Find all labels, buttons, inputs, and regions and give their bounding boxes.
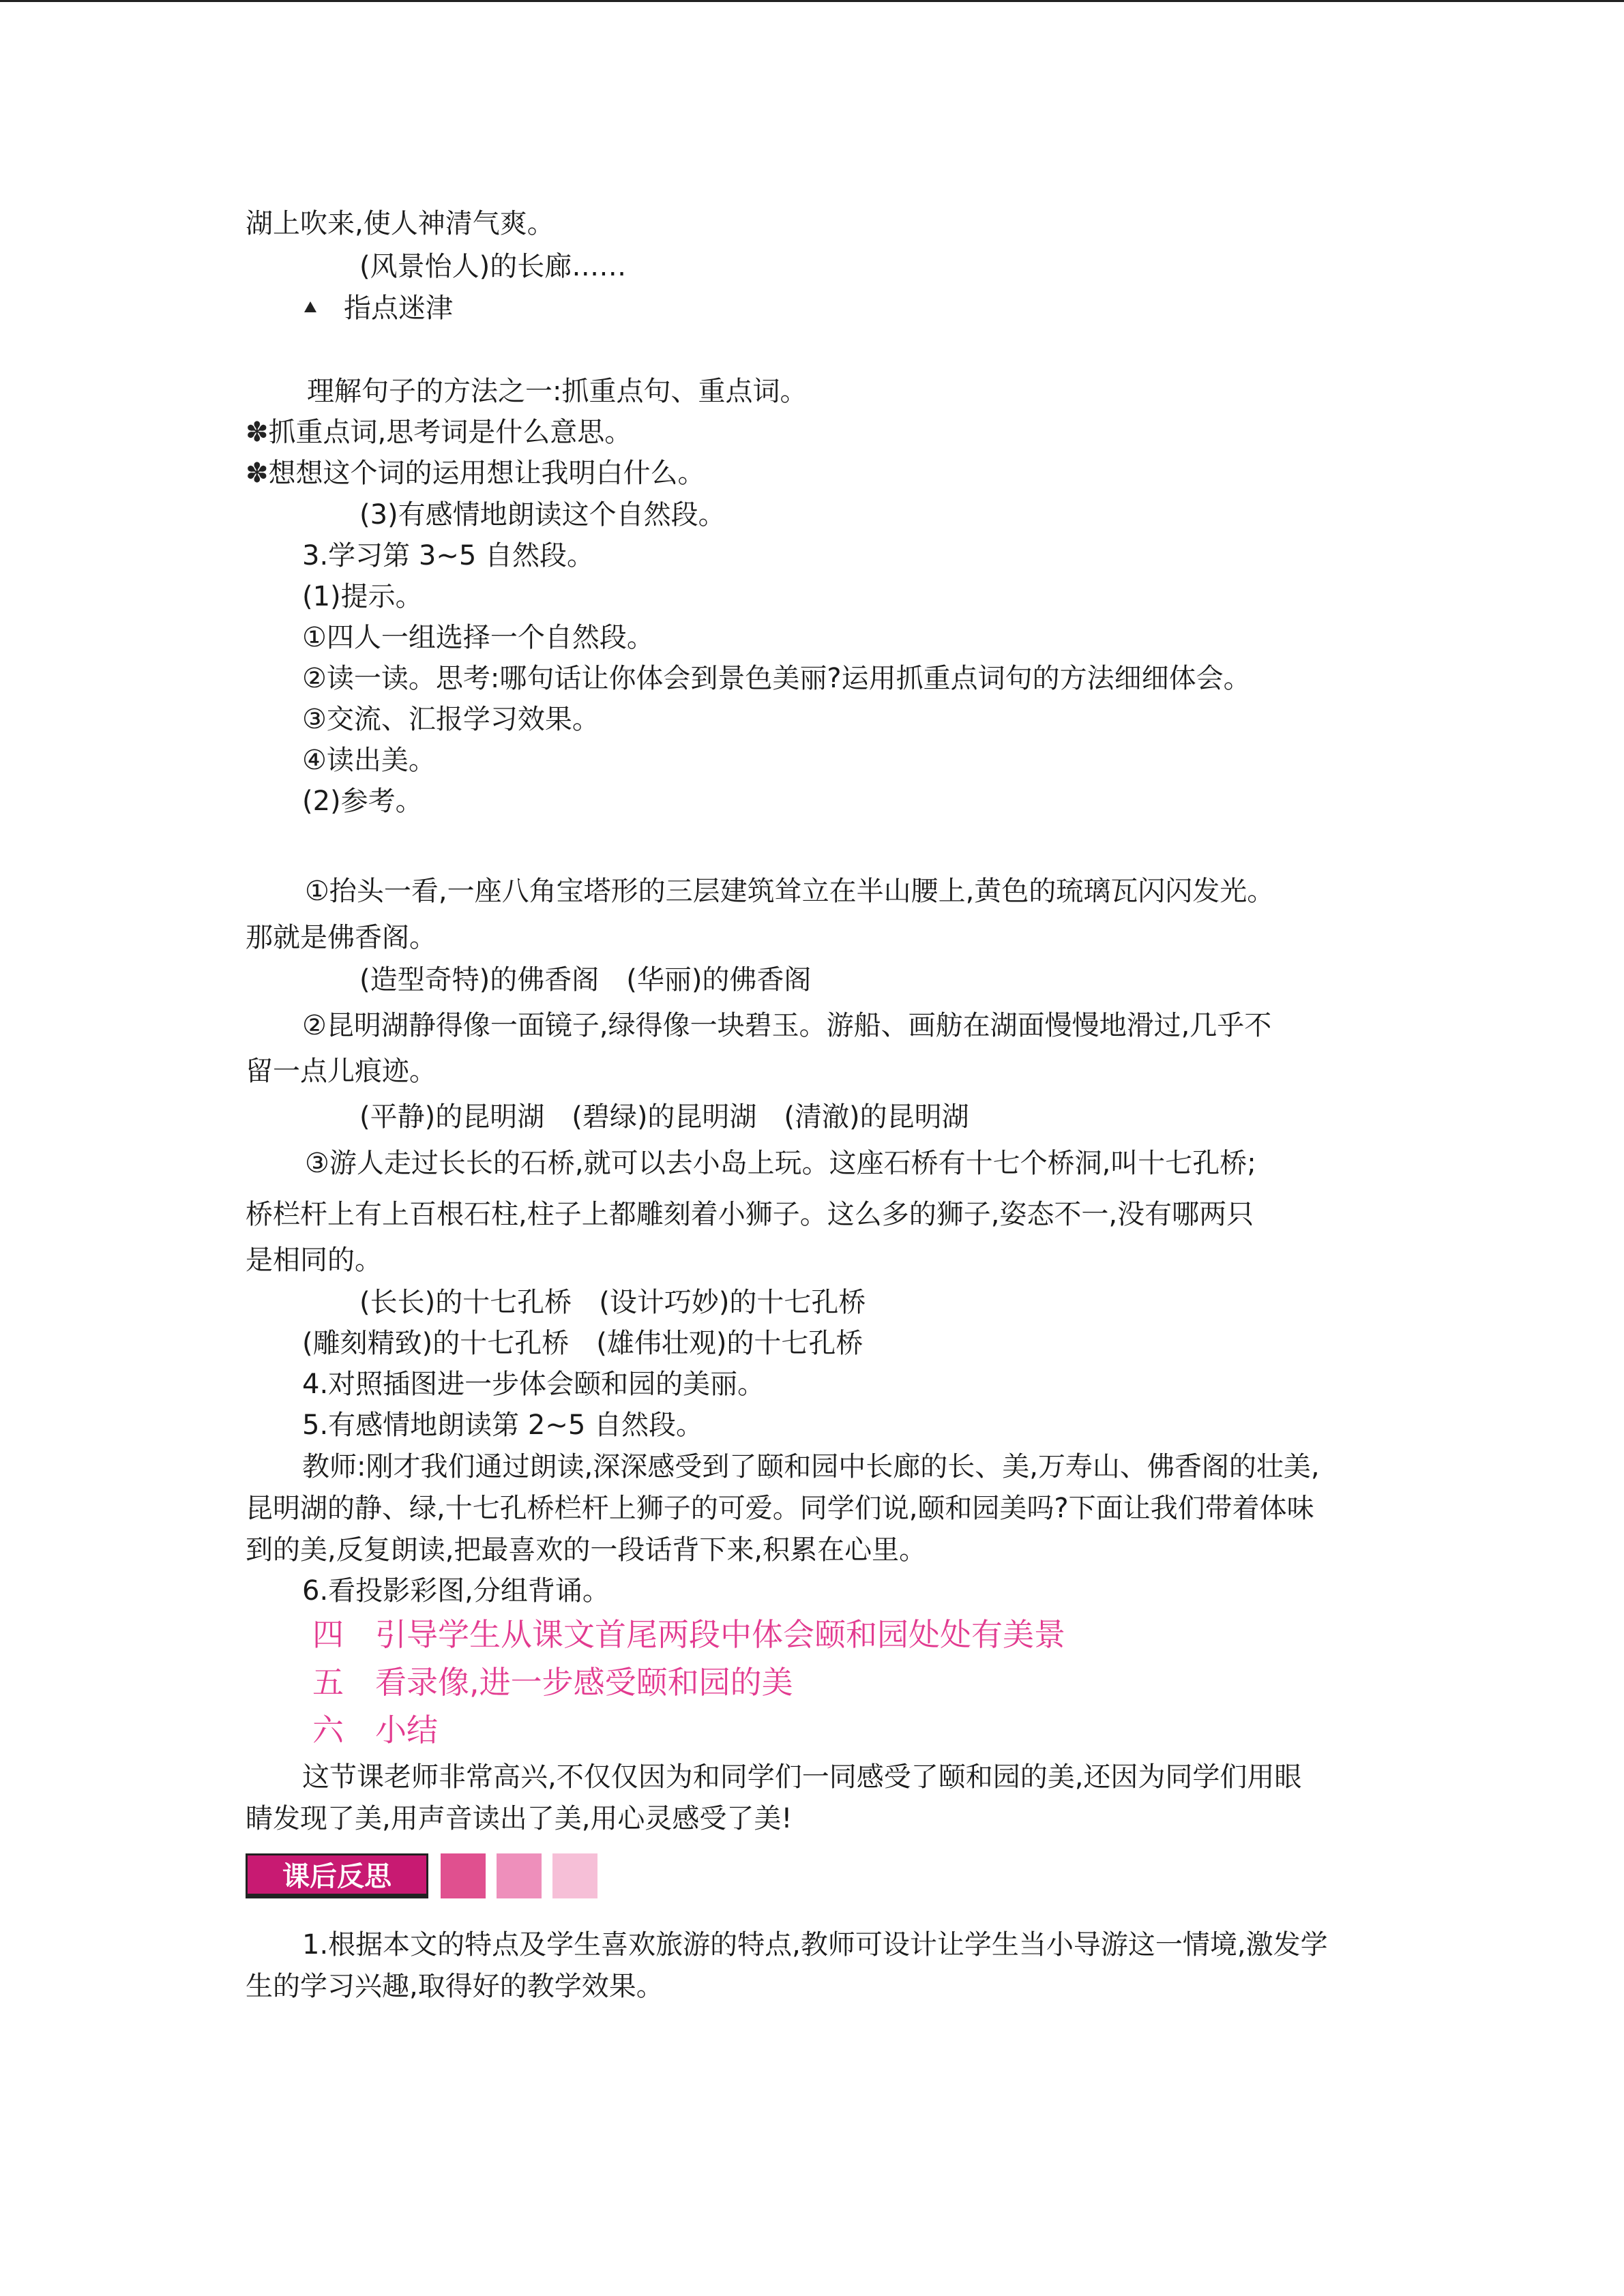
text-line: 6.看投影彩图,分组背诵。 [302, 1575, 610, 1607]
text-line: 教师:刚才我们通过朗读,深深感受到了颐和园中长廊的长、美,万寿山、佛香阁的壮美, [302, 1451, 1320, 1482]
banner-square-medium [497, 1853, 542, 1898]
text-line: 3.学习第 3~5 自然段。 [302, 540, 595, 571]
tip-heading [304, 292, 453, 325]
text-line: (平静)的昆明湖 (碧绿)的昆明湖 (清澈)的昆明湖 [359, 1101, 969, 1133]
text-line: 这节课老师非常高兴,不仅仅因为和同学们一同感受了颐和园的美,还因为同学们用眼 [302, 1761, 1302, 1793]
text-line: (造型奇特)的佛香阁 (华丽)的佛香阁 [359, 964, 812, 996]
text-line: ②读一读。思考:哪句话让你体会到景色美丽?运用抓重点词句的方法细细体会。 [302, 663, 1251, 694]
bullet-text: 抓重点词,思考词是什么意思。 [268, 417, 632, 448]
text-line: 睛发现了美,用声音读出了美,用心灵感受了美! [246, 1803, 793, 1834]
text-line: (3)有感情地朗读这个自然段。 [359, 499, 726, 531]
text-line: ①抬头一看,一座八角宝塔形的三层建筑耸立在半山腰上,黄色的琉璃瓦闪闪发光。 [305, 876, 1275, 907]
text-line: (2)参考。 [302, 786, 423, 817]
bullet-line [246, 416, 632, 449]
text-line: ②昆明湖静得像一面镜子,绿得像一块碧玉。游船、画舫在湖面慢慢地滑过,几乎不 [302, 1010, 1272, 1041]
banner-title: 课后反思 [246, 1853, 428, 1896]
bullet-text: 想想这个词的运用想让我明白什么。 [268, 458, 705, 489]
bullet-line [246, 457, 705, 490]
text-line: (风景怡人)的长廊…… [359, 251, 627, 282]
text-line: 留一点儿痕迹。 [246, 1056, 437, 1087]
text-line: 5.有感情地朗读第 2~5 自然段。 [302, 1410, 704, 1441]
banner-square-light [552, 1853, 597, 1898]
text-line: ①四人一组选择一个自然段。 [302, 622, 654, 653]
asterisk-bullet-icon: ✽ [246, 417, 269, 448]
text-line: 是相同的。 [246, 1244, 382, 1276]
section-heading-6: 六 小结 [312, 1712, 438, 1748]
text-line: (长长)的十七孔桥 (设计巧妙)的十七孔桥 [359, 1287, 866, 1318]
triangle-icon [304, 301, 316, 312]
text-line: 湖上吹来,使人神清气爽。 [246, 208, 555, 239]
text-line: 生的学习兴趣,取得好的教学效果。 [246, 1971, 664, 2002]
tip-heading-label: 指点迷津 [344, 293, 453, 324]
text-line: ④读出美。 [302, 745, 436, 776]
section-heading-5: 五 看录像,进一步感受颐和园的美 [312, 1664, 793, 1701]
text-line: 昆明湖的静、绿,十七孔桥栏杆上狮子的可爱。同学们说,颐和园美吗?下面让我们带着体味 [246, 1493, 1314, 1524]
banner-underline [246, 1896, 428, 1898]
text-line: ③交流、汇报学习效果。 [302, 704, 600, 735]
page-top-rule [0, 0, 1624, 2]
text-line: 那就是佛香阁。 [246, 922, 437, 953]
text-line: ③游人走过长长的石桥,就可以去小岛上玩。这座石桥有十七个桥洞,叫十七孔桥; [305, 1148, 1256, 1179]
text-line: (雕刻精致)的十七孔桥 (雄伟壮观)的十七孔桥 [302, 1328, 863, 1359]
text-line: 桥栏杆上有上百根石柱,柱子上都雕刻着小狮子。这么多的狮子,姿态不一,没有哪两只 [246, 1199, 1254, 1230]
text-line: (1)提示。 [302, 581, 423, 612]
section-heading-4: 四 引导学生从课文首尾两段中体会颐和园处处有美景 [312, 1616, 1065, 1653]
text-line: 4.对照插图进一步体会颐和园的美丽。 [302, 1369, 765, 1400]
text-line: 理解句子的方法之一:抓重点句、重点词。 [307, 376, 808, 407]
text-line: 1.根据本文的特点及学生喜欢旅游的特点,教师可设计让学生当小导游这一情境,激发学 [302, 1929, 1328, 1960]
text-line: 到的美,反复朗读,把最喜欢的一段话背下来,积累在心里。 [246, 1534, 927, 1566]
asterisk-bullet-icon: ✽ [246, 458, 269, 489]
banner-square-dark [441, 1853, 486, 1898]
